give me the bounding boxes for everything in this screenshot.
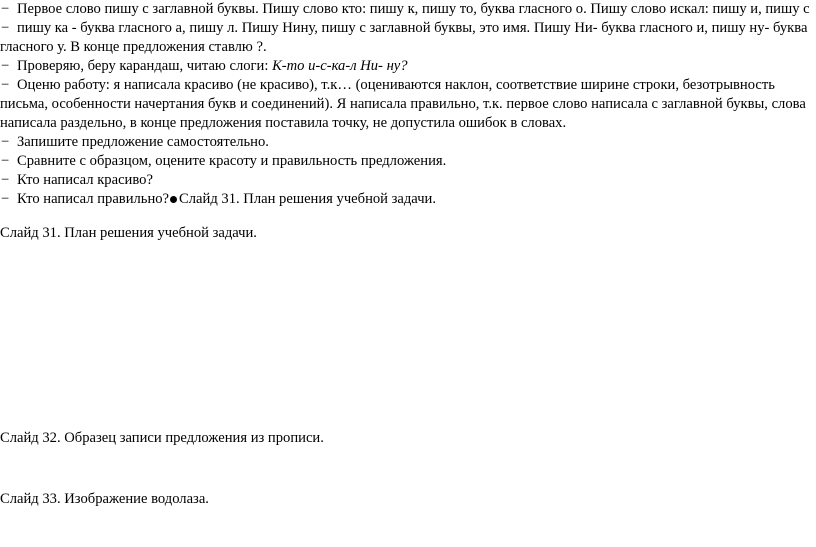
list-item-who-beautiful: [0, 171, 814, 190]
item-text-line: написала раздельно, в конце предложения поставила точку, не допустила ошибок в словах.: [0, 115, 567, 131]
item-text: Запишите предложение самостоятельно.: [17, 134, 269, 150]
dash-marker: −: [1, 134, 10, 150]
item-text-line: Первое слово пишу с заглавной буквы. Пишу слово кто: пишу к, пишу то, буква гласного о. Пишу слово искал: пишу и, пишу с: [17, 1, 810, 17]
bullet-dot-icon: [170, 196, 177, 203]
list-item-who-correct: [0, 190, 814, 209]
item-text: Кто написал правильно?: [17, 191, 170, 207]
list-item-first-word-continued: [0, 19, 814, 57]
dash-marker: −: [1, 1, 10, 17]
syllables-italic: К-то и-с-ка-л Ни- ну?: [272, 58, 408, 74]
dash-marker: −: [1, 172, 10, 188]
slide-33-caption: Слайд 33. Изображение водолаза.: [0, 491, 209, 507]
item-text-line: Оценю работу: я написала красиво (не красиво), т.к… (оцениваются наклон, соответствие ширине строки, безотрывность: [17, 77, 775, 93]
slide-31-caption: Слайд 31. План решения учебной задачи.: [0, 225, 257, 241]
dash-marker: −: [1, 153, 10, 169]
dash-marker: −: [1, 20, 10, 36]
item-text: Проверяю, беру карандаш, читаю слоги:: [17, 58, 269, 74]
item-text-line: гласного у. В конце предложения ставлю ?.: [0, 39, 267, 55]
slide-32-caption: Слайд 32. Образец записи предложения из прописи.: [0, 430, 324, 446]
item-text: Кто написал красиво?: [17, 172, 153, 188]
list-item-evaluate: [0, 76, 814, 133]
dash-marker: −: [1, 191, 10, 207]
list-item-write: [0, 133, 814, 152]
item-text-line: пишу ка - буква гласного а, пишу л. Пишу Нину, пишу с заглавной буквы, это имя. Пишу Ни- буква гласного и, пишу ну- буква: [17, 20, 808, 36]
item-text-after-bullet: Слайд 31. План решения учебной задачи.: [179, 191, 436, 207]
list-item-first-word: [0, 0, 814, 19]
dash-marker: −: [1, 58, 10, 74]
instruction-list: [0, 0, 814, 209]
list-item-check: [0, 57, 814, 76]
item-text: Сравните с образцом, оцените красоту и правильность предложения.: [17, 153, 447, 169]
item-text-line: письма, особенности начертания букв и соединений). Я написала правильно, т.к. первое слово написала с заглавной буквы, слова: [0, 96, 806, 112]
list-item-compare: [0, 152, 814, 171]
dash-marker: −: [1, 77, 10, 93]
